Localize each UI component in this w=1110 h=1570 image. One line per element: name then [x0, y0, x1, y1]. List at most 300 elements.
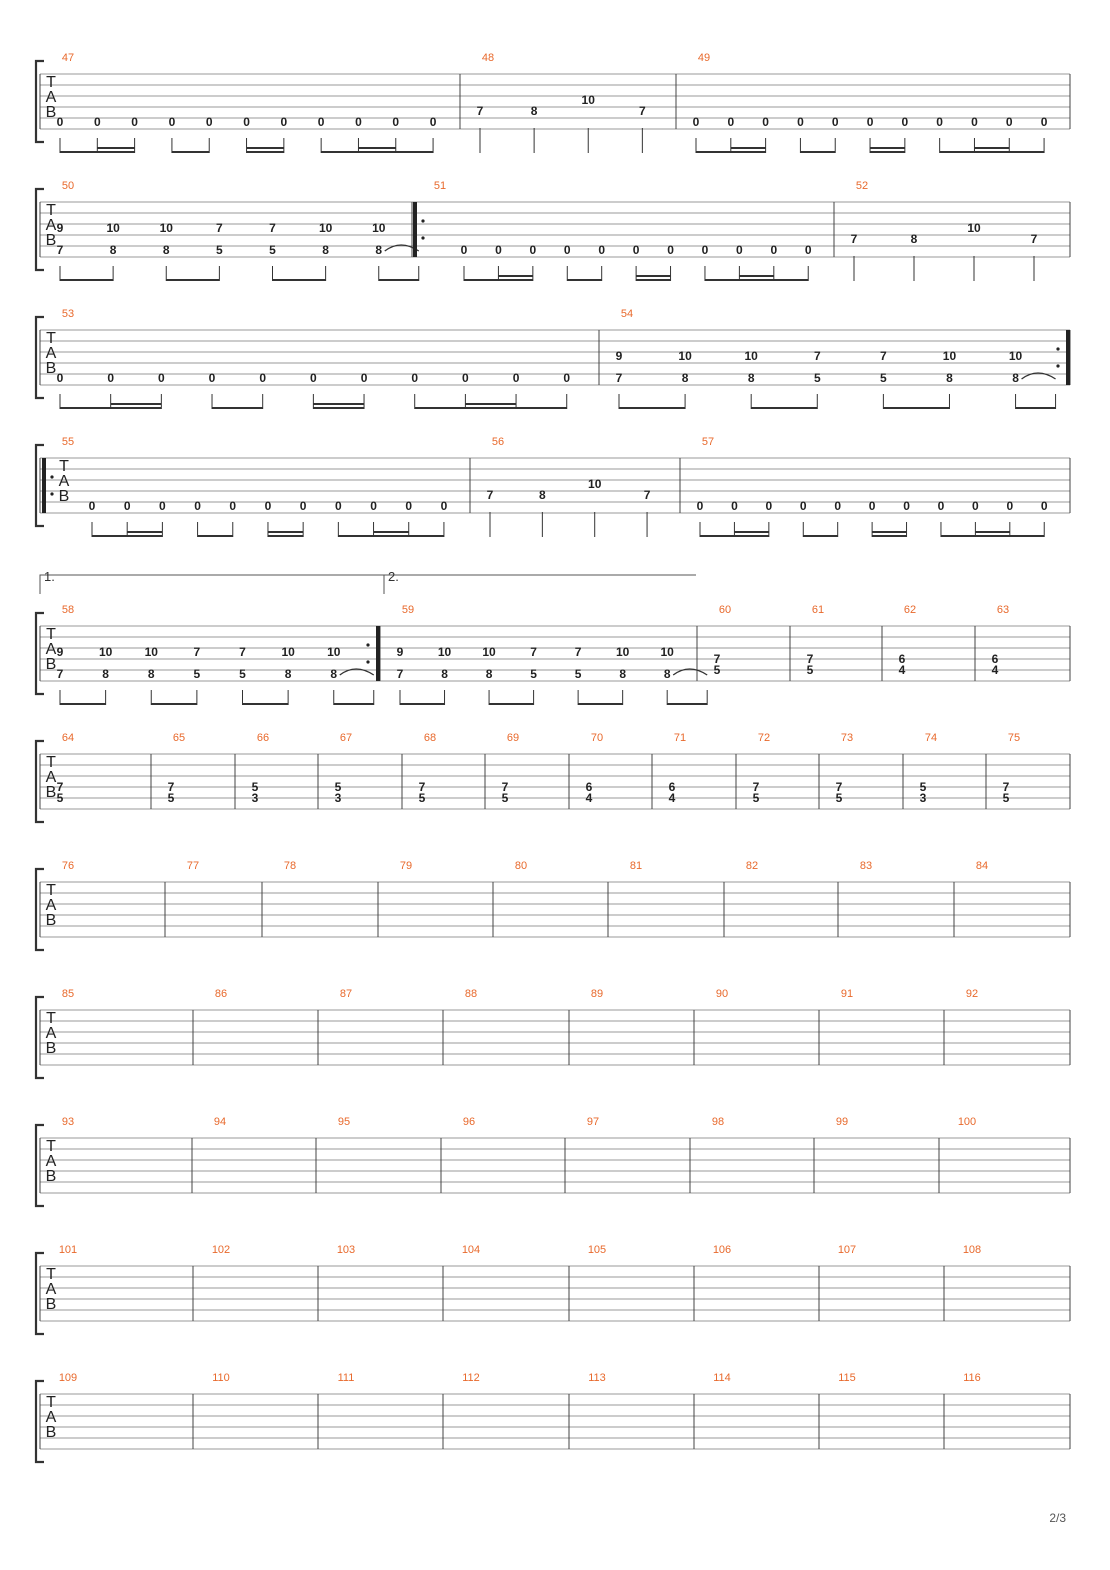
- fret-number: 0: [936, 115, 943, 129]
- fret-number: 0: [1040, 115, 1048, 129]
- fret-number: 4: [898, 663, 906, 677]
- beam: [696, 151, 731, 153]
- fret-number: 5: [56, 791, 64, 805]
- fret-number: 0: [208, 371, 216, 385]
- fret-number: 7: [216, 221, 223, 235]
- beam: [60, 407, 111, 409]
- fret-number: 0: [495, 243, 502, 257]
- measure-62: [899, 604, 916, 677]
- beam: [974, 147, 1009, 149]
- fret-number: 5: [919, 780, 927, 794]
- measure-number: 109: [58, 1372, 78, 1384]
- measure-number: 51: [433, 180, 447, 192]
- fret-number: 7: [486, 488, 494, 502]
- measure-number: 75: [1007, 732, 1021, 744]
- fret-number: 10: [581, 93, 595, 107]
- fret-number: 0: [903, 499, 910, 513]
- fret-number: 0: [405, 499, 413, 513]
- measure-50: [57, 180, 419, 281]
- measure-106: [713, 1244, 731, 1256]
- measure-85: [62, 988, 74, 1000]
- measure-93: [62, 1116, 74, 1128]
- measure-107: [838, 1244, 856, 1256]
- measure-103: [337, 1244, 355, 1256]
- fret-number: 5: [239, 667, 246, 681]
- measure-98: [712, 1116, 724, 1128]
- fret-number: 0: [831, 115, 839, 129]
- fret-number: 0: [429, 115, 437, 129]
- fret-number: 0: [317, 115, 325, 129]
- fret-number: 7: [713, 652, 721, 666]
- fret-number: 0: [901, 115, 909, 129]
- measure-71: [669, 732, 686, 805]
- measure-number: 67: [339, 732, 353, 744]
- beam: [465, 403, 516, 405]
- fret-number: 0: [56, 371, 64, 385]
- fret-number: 0: [131, 115, 138, 129]
- beam: [60, 151, 97, 153]
- measure-number: 101: [58, 1244, 78, 1256]
- beam: [415, 407, 466, 409]
- measure-94: [214, 1116, 226, 1128]
- fret-number: 5: [530, 667, 537, 681]
- measure-84: [976, 860, 988, 872]
- repeat-dot: [421, 236, 424, 239]
- tab-clef-letter: T: [46, 1394, 56, 1411]
- measure-number: 76: [61, 860, 75, 872]
- fret-number: 0: [512, 371, 520, 385]
- fret-number: 0: [280, 115, 288, 129]
- measure-54: [616, 308, 1070, 409]
- fret-number: 0: [440, 499, 448, 513]
- tab-clef-letter: T: [46, 1266, 56, 1283]
- tab-system: [36, 860, 1070, 950]
- tab-clef-letter: T: [46, 330, 56, 347]
- fret-number: 5: [251, 780, 259, 794]
- measure-86: [215, 988, 227, 1000]
- beam: [636, 279, 670, 281]
- fret-number: 8: [284, 667, 292, 681]
- fret-number: 4: [991, 663, 999, 677]
- tab-system: [36, 1244, 1070, 1334]
- fret-number: 9: [396, 645, 404, 659]
- tab-system: [36, 604, 1070, 705]
- fret-number: 7: [850, 232, 858, 246]
- fret-number: 0: [563, 243, 571, 257]
- tab-clef-letter: A: [45, 769, 57, 786]
- fret-number: 8: [109, 243, 117, 257]
- measure-66: [252, 732, 269, 805]
- measure-105: [588, 1244, 606, 1256]
- measure-number: 69: [506, 732, 520, 744]
- fret-number: 5: [216, 243, 223, 257]
- fret-number: 10: [437, 645, 452, 659]
- fret-number: 0: [355, 115, 362, 129]
- beam: [268, 531, 303, 533]
- fret-number: 0: [158, 371, 165, 385]
- fret-number: 7: [530, 645, 537, 659]
- measure-75: [1003, 732, 1020, 805]
- beam: [872, 531, 906, 533]
- tab-clef-letter: B: [45, 360, 57, 377]
- fret-number: 0: [632, 243, 640, 257]
- fret-number: 8: [441, 667, 448, 681]
- fret-number: 0: [462, 371, 469, 385]
- beam: [111, 407, 162, 409]
- measure-number: 84: [975, 860, 989, 872]
- measure-number: 98: [711, 1116, 725, 1128]
- beam: [498, 275, 532, 277]
- beam: [166, 279, 219, 281]
- beam: [731, 147, 766, 149]
- tab-system: [36, 1372, 1070, 1462]
- beam: [465, 407, 516, 409]
- fret-number: 0: [360, 371, 368, 385]
- tab-clef-letter: A: [45, 89, 57, 106]
- fret-number: 0: [392, 115, 400, 129]
- fret-number: 8: [375, 243, 383, 257]
- measure-81: [630, 860, 642, 872]
- fret-number: 0: [229, 499, 237, 513]
- fret-number: 3: [919, 791, 927, 805]
- fret-number: 0: [731, 499, 738, 513]
- fret-number: 0: [937, 499, 945, 513]
- fret-number: 0: [797, 115, 804, 129]
- beam: [731, 151, 766, 153]
- beam: [974, 151, 1009, 153]
- fret-number: 10: [372, 221, 386, 235]
- measure-52: [851, 180, 1038, 281]
- fret-number: 10: [744, 349, 758, 363]
- tab-clef-letter: B: [45, 104, 57, 121]
- fret-number: 7: [752, 780, 760, 794]
- repeat-dot: [50, 492, 53, 495]
- beam: [619, 407, 685, 409]
- measure-79: [400, 860, 412, 872]
- measure-number: 102: [211, 1244, 231, 1256]
- fret-number: 0: [736, 243, 743, 257]
- beam: [273, 279, 326, 281]
- measure-number: 94: [213, 1116, 227, 1128]
- fret-number: 8: [162, 243, 170, 257]
- beam: [739, 279, 773, 281]
- beam: [800, 151, 835, 153]
- fret-number: 10: [1008, 349, 1023, 363]
- fret-number: 10: [98, 645, 113, 659]
- measure-number: 95: [337, 1116, 351, 1128]
- tab-clef-letter: T: [46, 882, 56, 899]
- fret-number: 6: [668, 780, 676, 794]
- fret-number: 3: [251, 791, 259, 805]
- fret-number: 0: [168, 115, 176, 129]
- beam: [374, 535, 409, 537]
- fret-number: 0: [701, 243, 709, 257]
- fret-number: 8: [681, 371, 689, 385]
- measure-number: 57: [701, 436, 715, 448]
- fret-number: 10: [281, 645, 295, 659]
- fret-number: 5: [334, 780, 342, 794]
- fret-number: 0: [563, 371, 571, 385]
- fret-number: 7: [239, 645, 246, 659]
- fret-number: 8: [330, 667, 338, 681]
- fret-number: 0: [770, 243, 778, 257]
- measure-number: 63: [996, 604, 1010, 616]
- beam: [734, 531, 768, 533]
- fret-number: 10: [106, 221, 120, 235]
- measure-number: 103: [336, 1244, 356, 1256]
- fret-number: 10: [967, 221, 981, 235]
- beam: [60, 703, 106, 705]
- measure-61: [807, 604, 824, 677]
- beam: [212, 407, 263, 409]
- measure-number: 82: [745, 860, 759, 872]
- measure-73: [836, 732, 853, 805]
- fret-number: 7: [574, 645, 582, 659]
- fret-number: 7: [639, 104, 646, 118]
- tab-clef-letter: A: [45, 897, 57, 914]
- fret-number: 9: [56, 645, 64, 659]
- measure-number: 61: [811, 604, 825, 616]
- fret-number: 0: [1006, 499, 1014, 513]
- measure-number: 53: [61, 308, 75, 320]
- fret-number: 5: [835, 791, 843, 805]
- fret-number: 0: [107, 371, 115, 385]
- measure-number: 87: [339, 988, 353, 1000]
- measure-number: 48: [481, 52, 495, 64]
- beam: [374, 531, 409, 533]
- fret-number: 10: [144, 645, 158, 659]
- measure-99: [836, 1116, 848, 1128]
- fret-number: 0: [299, 499, 307, 513]
- beam: [1009, 151, 1044, 153]
- measure-47: [57, 52, 437, 153]
- beam: [870, 147, 905, 149]
- tab-clef-letter: B: [45, 656, 57, 673]
- measure-number: 110: [212, 1372, 230, 1384]
- measure-number: 62: [903, 604, 917, 616]
- measure-number: 79: [399, 860, 413, 872]
- measure-63: [992, 604, 1009, 677]
- measure-48: [477, 52, 646, 153]
- fret-number: 6: [898, 652, 906, 666]
- repeat-dot: [366, 660, 369, 663]
- measure-51: [413, 180, 812, 281]
- measure-number: 86: [214, 988, 228, 1000]
- measure-116: [963, 1372, 981, 1384]
- fret-number: 0: [370, 499, 377, 513]
- measure-87: [340, 988, 352, 1000]
- tab-system: [36, 732, 1070, 822]
- fret-number: 0: [335, 499, 342, 513]
- fret-number: 7: [501, 780, 509, 794]
- beam: [498, 279, 532, 281]
- beam: [338, 535, 373, 537]
- fret-number: 10: [482, 645, 496, 659]
- beam: [409, 535, 444, 537]
- fret-number: 8: [619, 667, 626, 681]
- beam: [400, 703, 445, 705]
- fret-number: 10: [660, 645, 674, 659]
- tab-clef-letter: T: [46, 1010, 56, 1027]
- measure-74: [920, 732, 937, 805]
- repeat-barline-icon: [42, 458, 46, 513]
- fret-number: 0: [460, 243, 468, 257]
- fret-number: 8: [485, 667, 493, 681]
- beam: [313, 403, 364, 405]
- measure-number: 91: [840, 988, 854, 1000]
- measure-number: 99: [835, 1116, 849, 1128]
- tab-system: [36, 52, 1070, 153]
- fret-number: 10: [615, 645, 630, 659]
- fret-number: 7: [167, 780, 175, 794]
- measure-111: [338, 1372, 355, 1384]
- measure-number: 108: [962, 1244, 982, 1256]
- beam: [516, 407, 567, 409]
- repeat-barline-icon: [376, 626, 380, 681]
- tab-clef-letter: T: [46, 202, 56, 219]
- beam: [700, 535, 734, 537]
- fret-number: 0: [411, 371, 419, 385]
- beam: [198, 535, 233, 537]
- fret-number: 7: [56, 243, 64, 257]
- measure-49: [693, 52, 1048, 153]
- measure-number: 104: [461, 1244, 481, 1256]
- beam: [247, 147, 284, 149]
- measure-number: 89: [590, 988, 604, 1000]
- fret-number: 0: [765, 499, 773, 513]
- measure-72: [753, 732, 770, 805]
- fret-number: 0: [243, 115, 250, 129]
- fret-number: 8: [530, 104, 538, 118]
- measure-number: 73: [840, 732, 854, 744]
- measure-number: 64: [61, 732, 75, 744]
- beam: [97, 151, 134, 153]
- fret-number: 5: [167, 791, 175, 805]
- measure-115: [838, 1372, 856, 1384]
- fret-number: 0: [310, 371, 317, 385]
- fret-number: 0: [56, 115, 64, 129]
- fret-number: 0: [972, 499, 979, 513]
- fret-number: 8: [747, 371, 755, 385]
- measure-number: 85: [61, 988, 75, 1000]
- tab-clef-letter: B: [45, 784, 57, 801]
- measure-number: 58: [61, 604, 75, 616]
- repeat-barline-icon: [1066, 330, 1070, 385]
- measure-number: 97: [586, 1116, 600, 1128]
- measure-number: 60: [718, 604, 732, 616]
- fret-number: 9: [56, 221, 64, 235]
- fret-number: 5: [193, 667, 201, 681]
- beam: [334, 703, 374, 705]
- fret-number: 5: [813, 371, 821, 385]
- fret-number: 10: [942, 349, 957, 363]
- fret-number: 8: [663, 667, 671, 681]
- tab-clef-letter: A: [45, 1153, 57, 1170]
- measure-number: 92: [965, 988, 979, 1000]
- fret-number: 0: [598, 243, 606, 257]
- measure-83: [860, 860, 872, 872]
- tab-system: [36, 988, 1070, 1078]
- tab-clef-letter: T: [46, 626, 56, 643]
- fret-number: 8: [1012, 371, 1019, 385]
- fret-number: 8: [147, 667, 155, 681]
- measure-114: [713, 1372, 731, 1384]
- measure-number: 47: [61, 52, 75, 64]
- measure-97: [587, 1116, 599, 1128]
- beam: [975, 531, 1009, 533]
- fret-number: 5: [880, 371, 887, 385]
- fret-number: 10: [318, 221, 333, 235]
- repeat-dot: [1056, 364, 1059, 367]
- fret-number: 0: [804, 243, 812, 257]
- measure-number: 49: [697, 52, 711, 64]
- tab-clef-letter: B: [45, 1424, 57, 1441]
- page-number: 2/3: [1049, 1511, 1066, 1525]
- measure-109: [59, 1372, 77, 1384]
- measure-53: [57, 308, 571, 409]
- fret-number: 8: [946, 371, 953, 385]
- fret-number: 0: [667, 243, 674, 257]
- measure-95: [338, 1116, 350, 1128]
- fret-number: 0: [799, 499, 807, 513]
- measure-number: 68: [423, 732, 437, 744]
- measure-number: 116: [963, 1372, 981, 1384]
- beam: [883, 407, 949, 409]
- volta-1-label: 1.: [44, 569, 55, 584]
- fret-number: 7: [643, 488, 651, 502]
- repeat-barline-icon: [413, 202, 417, 257]
- fret-number: 7: [1030, 232, 1038, 246]
- fret-number: 10: [159, 221, 173, 235]
- measure-88: [465, 988, 477, 1000]
- fret-number: 7: [269, 221, 276, 235]
- fret-number: 7: [813, 349, 821, 363]
- fret-number: 0: [692, 115, 700, 129]
- beam: [734, 535, 768, 537]
- fret-number: 7: [396, 667, 404, 681]
- beam: [243, 703, 289, 705]
- beam: [172, 151, 209, 153]
- beam: [774, 279, 808, 281]
- tab-clef-letter: B: [45, 1296, 57, 1313]
- measure-92: [966, 988, 978, 1000]
- fret-number: 0: [727, 115, 735, 129]
- tab-clef-letter: T: [46, 74, 56, 91]
- fret-number: 7: [476, 104, 484, 118]
- beam: [464, 279, 498, 281]
- measure-number: 65: [172, 732, 186, 744]
- tab-clef-letter: A: [45, 641, 57, 658]
- fret-number: 10: [327, 645, 341, 659]
- fret-number: 7: [56, 780, 64, 794]
- measure-78: [284, 860, 296, 872]
- beam: [751, 407, 817, 409]
- measure-108: [963, 1244, 981, 1256]
- beam: [870, 151, 905, 153]
- fret-number: 0: [868, 499, 876, 513]
- fret-number: 0: [696, 499, 704, 513]
- fret-number: 0: [194, 499, 201, 513]
- measure-number: 59: [401, 604, 415, 616]
- measure-number: 90: [715, 988, 729, 1000]
- measure-68: [419, 732, 436, 805]
- fret-number: 7: [1002, 780, 1010, 794]
- fret-number: 5: [269, 243, 276, 257]
- measure-number: 80: [514, 860, 528, 872]
- tab-system: [36, 308, 1070, 409]
- beam: [379, 279, 419, 281]
- fret-number: 0: [1005, 115, 1013, 129]
